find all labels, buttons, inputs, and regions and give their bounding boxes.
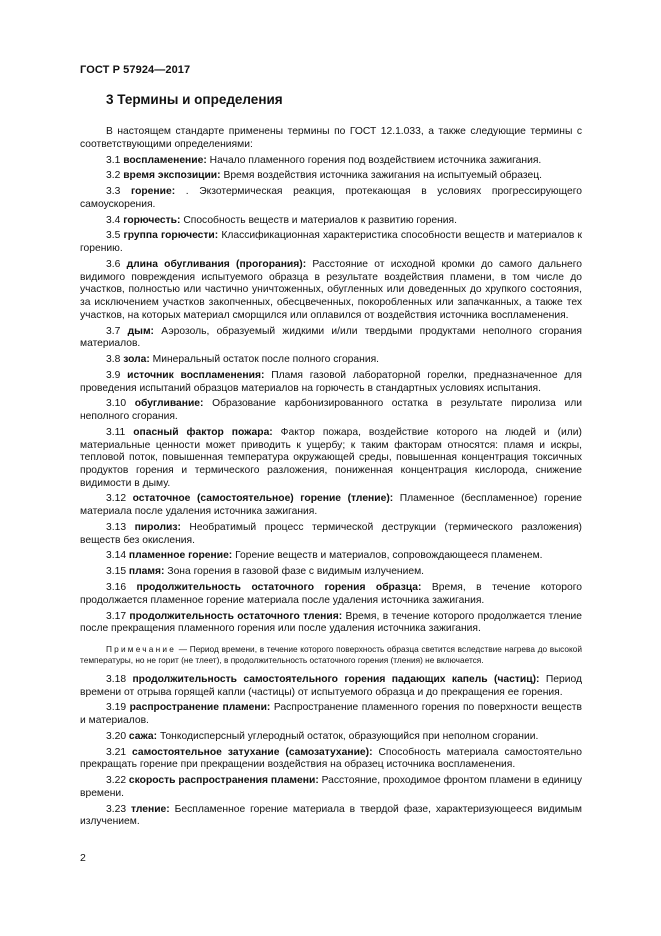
term-name: горючесть: <box>123 214 181 226</box>
term-entry <box>80 170 582 183</box>
term-entry <box>80 259 582 323</box>
term-number: 3.7 <box>106 325 121 337</box>
term-entry <box>80 326 582 351</box>
term-definition: Время, в течение которого продолжается тление после прекращения пламенного горения или после удаления источника зажигания. <box>80 610 582 635</box>
term-number: 3.11 <box>106 426 126 438</box>
term-name: дым: <box>127 325 154 337</box>
intro-paragraph: В настоящем стандарте применены термины по ГОСТ 12.1.033, а также следующие термины с соответствующими определениями: <box>80 126 582 150</box>
term-entry <box>80 674 582 699</box>
term-entry <box>80 611 582 636</box>
term-number: 3.13 <box>106 521 127 533</box>
term-number: 3.3 <box>106 186 121 198</box>
term-definition: Период времени от отрыва горящей капли (частицы) от испытуемого образца и до прекращения ее горения. <box>80 673 582 698</box>
term-entry <box>80 354 582 367</box>
term-entry <box>80 775 582 800</box>
term-name: распространение пламени: <box>129 702 271 714</box>
term-number: 3.6 <box>106 258 121 270</box>
term-name: скорость распространения пламени: <box>128 775 319 787</box>
term-number: 3.21 <box>106 746 127 758</box>
term-definition: Фактор пожара, воздействие которого на людей и (или) материальные ценности может приводить к ущербу; к таким факторам относятся: пламя и искры, тепловой поток, повышенная температура окружающей среды, повышенная концентрация токсичных продуктов горения и термического разложения, пониженная концентрация кислорода, снижение видимости в дыму. <box>80 426 582 489</box>
page-number: 2 <box>80 852 86 864</box>
term-number: 3.5 <box>106 230 121 242</box>
term-definition: . Экзотермическая реакция, протекающая в условиях прогрессирующего самоускорения. <box>80 186 582 210</box>
term-number: 3.15 <box>106 566 127 578</box>
term-name: опасный фактор пожара: <box>133 426 273 438</box>
term-definition: Горение веществ и материалов, сопровождающееся пламенем. <box>235 550 543 562</box>
term-definition: Способность веществ и материалов к развитию горения. <box>183 214 457 226</box>
term-definition: Время воздействия источника зажигания на испытуемый образец. <box>223 170 542 182</box>
term-name: время экспозиции: <box>123 170 221 182</box>
term-name: пламенное горение: <box>128 550 233 562</box>
term-name: воспламенение: <box>123 154 207 166</box>
term-definition: Аэрозоль, образуемый жидкими и/или твердыми продуктами неполного сгорания материалов. <box>80 325 582 350</box>
term-number: 3.14 <box>106 550 127 562</box>
term-definition: Способность материала самостоятельно прекращать горение при прекращении воздействия на образец источника воспламенения. <box>80 746 582 771</box>
term-entry <box>80 215 582 228</box>
term-name: горение: <box>130 186 176 198</box>
document-body <box>80 126 582 832</box>
term-definition: Классификационная характеристика способности веществ и материалов к горению. <box>80 230 582 255</box>
term-entry <box>80 731 582 744</box>
term-number: 3.9 <box>106 369 121 381</box>
term-entry <box>80 747 582 772</box>
term-entry <box>80 370 582 395</box>
term-definition: Образование карбонизированного остатка в результате пиролиза или неполного сгорания. <box>80 398 582 422</box>
term-definition: Пламенное (беспламенное) горение материала после удаления источника зажигания. <box>80 493 582 518</box>
term-name: продолжительность самостоятельного горения падающих капель (частиц): <box>132 673 540 685</box>
term-name: зола: <box>123 354 150 365</box>
term-entry <box>80 186 582 211</box>
term-entry <box>80 582 582 607</box>
term-number: 3.19 <box>106 702 127 714</box>
term-name: пиролиз: <box>134 521 181 533</box>
term-entry <box>80 398 582 423</box>
term-number: 3.20 <box>106 730 127 742</box>
term-number: 3.1 <box>106 154 121 166</box>
term-entry <box>80 493 582 518</box>
term-definition: Пламя газовой лабораторной горелки, предназначенное для проведения испытаний образцов материалов на горючесть в стандартных условиях испытания. <box>80 369 582 394</box>
term-definition: Начало пламенного горения под воздействием источника зажигания. <box>209 154 542 166</box>
term-definition: Необратимый процесс термической деструкции (термического разложения) веществ без окисления. <box>80 521 582 546</box>
term-entry <box>80 550 582 563</box>
term-name: тление: <box>130 803 170 815</box>
term-name: остаточное (самостоятельное) горение (тление): <box>132 493 394 505</box>
terms-list-continued <box>80 674 582 829</box>
term-name: группа горючести: <box>123 230 219 242</box>
term-name: источник воспламенения: <box>127 369 265 381</box>
term-entry <box>80 427 582 491</box>
terms-list <box>80 155 582 636</box>
term-definition: Расстояние, проходимое фронтом пламени в единицу времени. <box>80 775 582 799</box>
term-definition: Минеральный остаток после полного сгорания. <box>152 354 380 365</box>
note-paragraph <box>80 644 582 666</box>
note-text: — Период времени, в течение которого поверхность образца светится вследствие нагрева до высокой температуры, но не горит (не тлеет), в продолжительность остаточного горения (тления) не включается. <box>80 643 582 665</box>
term-number: 3.17 <box>106 610 127 622</box>
term-entry <box>80 566 582 579</box>
term-number: 3.22 <box>106 775 127 787</box>
term-number: 3.12 <box>106 493 127 505</box>
term-name: продолжительность остаточного тления: <box>129 610 343 622</box>
term-number: 3.10 <box>106 398 127 410</box>
term-name: самостоятельное затухание (самозатухание): <box>132 746 373 758</box>
term-name: продолжительность остаточного горения образца: <box>136 582 422 593</box>
note-label: Примечание <box>106 643 177 654</box>
term-entry <box>80 804 582 829</box>
term-entry <box>80 702 582 727</box>
term-number: 3.23 <box>106 803 127 815</box>
term-name: пламя: <box>128 566 165 578</box>
term-number: 3.18 <box>106 673 127 685</box>
term-name: сажа: <box>128 730 158 742</box>
term-entry <box>80 155 582 168</box>
term-entry <box>80 230 582 255</box>
term-name: обугливание: <box>134 398 204 410</box>
section-title: 3 Термины и определения <box>106 92 283 107</box>
term-name: длина обугливания (прогорания): <box>126 258 307 270</box>
term-entry <box>80 522 582 547</box>
term-definition: Распространение пламенного горения по поверхности веществ и материалов. <box>80 702 582 727</box>
term-number: 3.4 <box>106 214 121 226</box>
term-definition: Время, в течение которого продолжается пламенное горение материала после удаления источника зажигания. <box>80 582 582 606</box>
term-number: 3.8 <box>106 354 121 365</box>
term-number: 3.2 <box>106 170 121 182</box>
term-definition: Беспламенное горение материала в твердой фазе, характеризующееся видимым излучением. <box>80 803 582 828</box>
document-header: ГОСТ Р 57924—2017 <box>80 64 191 76</box>
term-definition: Зона горения в газовой фазе с видимым излучением. <box>167 566 425 578</box>
term-definition: Тонкодисперсный углеродный остаток, образующийся при неполном сгорании. <box>159 730 539 742</box>
term-definition: Расстояние от исходной кромки до самого дальнего видимого повреждения испытуемого образца в результате воздействия пламени, в том числе до участков, полностью или частично уничтоженных, обугленных или доведенных до хрупкого состояния, за исключением участков закопченных, обесцвеченных, покоробленных или запачканных, а также тех участков, на которых материал сморщился или оплавился от воздействия источника воспламенения. <box>80 258 582 321</box>
term-number: 3.16 <box>106 582 127 593</box>
